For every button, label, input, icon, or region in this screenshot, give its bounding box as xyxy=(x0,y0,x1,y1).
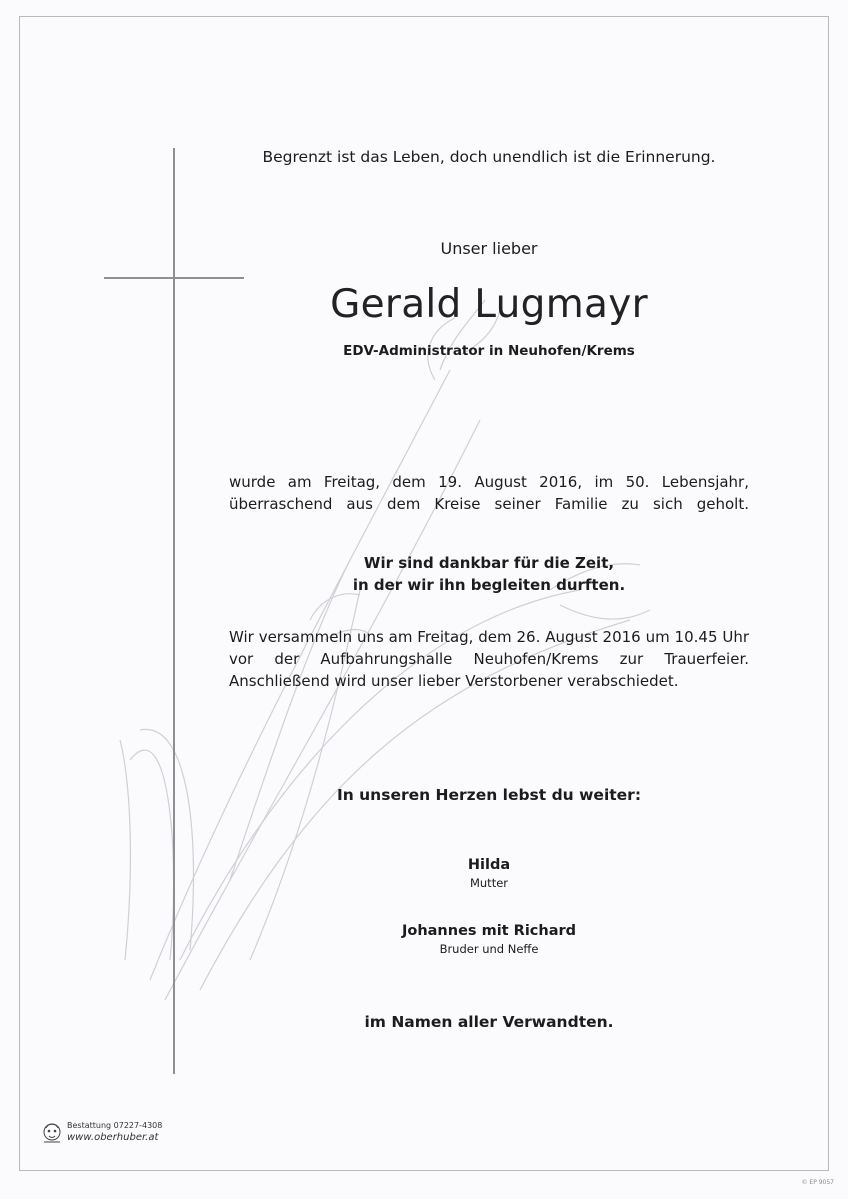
funeral-home-logo xyxy=(40,1120,170,1150)
mourner-name: Hilda xyxy=(467,857,511,873)
motto: Begrenzt ist das Leben, doch unendlich ist die Erinnerung. xyxy=(262,148,716,166)
mourner-name: Johannes mit Richard xyxy=(401,923,577,939)
thanks-line: Wir sind dankbar für die Zeit, xyxy=(363,554,615,572)
hearts-heading: In unseren Herzen lebst du weiter: xyxy=(336,786,642,804)
mourner-role: Bruder und Neffe xyxy=(439,942,539,956)
ceremony-line: Wir versammeln uns am Freitag, dem 26. August 2016 um 10.45 Uhr xyxy=(229,628,749,646)
company-website: www.oberhuber.at xyxy=(67,1132,159,1143)
death-notice-line: überraschend aus dem Kreise seiner Familie zu sich geholt. xyxy=(229,495,749,513)
ceremony-notice xyxy=(229,626,749,692)
print-code: © EP 9057 xyxy=(801,1179,834,1186)
thanks-line: in der wir ihn begleiten durften. xyxy=(352,576,626,594)
intro-text: Unser lieber xyxy=(440,239,538,258)
mourner-role: Mutter xyxy=(469,876,509,890)
death-notice xyxy=(229,471,749,515)
thanks-text xyxy=(229,552,749,596)
death-notice-line: wurde am Freitag, dem 19. August 2016, im 50. Lebensjahr, xyxy=(229,473,749,491)
cross-vertical-bar xyxy=(173,148,175,1074)
company-phone: Bestattung 07227-4308 xyxy=(67,1121,163,1130)
deceased-name: Gerald Lugmayr xyxy=(330,282,648,327)
signoff: im Namen aller Verwandten. xyxy=(364,1013,614,1031)
mourner-entry xyxy=(229,923,749,956)
ceremony-line: vor der Aufbahrungshalle Neuhofen/Krems zur Trauerfeier. xyxy=(229,650,749,668)
ceremony-line: Anschließend wird unser lieber Verstorbener verabschiedet. xyxy=(229,672,679,690)
mourner-entry xyxy=(229,857,749,890)
cross-horizontal-bar xyxy=(104,277,244,279)
face-logo-icon xyxy=(40,1120,64,1146)
deceased-occupation: EDV-Administrator in Neuhofen/Krems xyxy=(343,343,635,359)
